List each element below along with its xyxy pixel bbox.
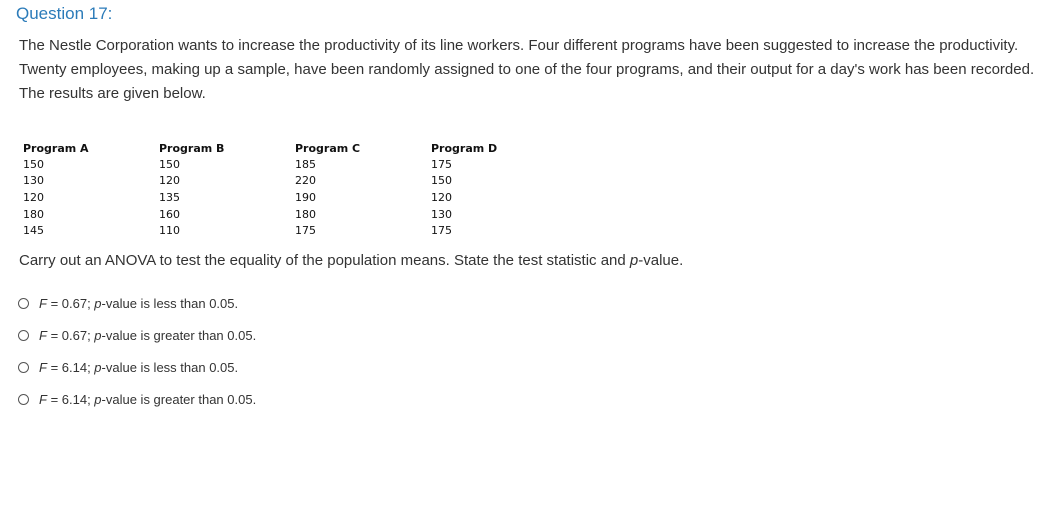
p-symbol: p bbox=[94, 327, 102, 343]
table-header-row bbox=[23, 140, 567, 156]
option-label[interactable] bbox=[39, 296, 238, 311]
table-cell: 110 bbox=[159, 224, 180, 238]
prompt-p-italic: p bbox=[629, 252, 639, 269]
f-value: = 6.14; bbox=[46, 391, 95, 407]
table-cell: 175 bbox=[431, 224, 452, 238]
stem-paragraph: The Nestle Corporation wants to increase the productivity of its line workers. Four different programs have been suggested to increase the productivity. Twenty employees, making up a sample, have been randomly assigned to one of the four programs, and their output for a day's work has been recorded. bbox=[19, 37, 1035, 78]
table-cell: 185 bbox=[295, 157, 316, 171]
table-cell: 175 bbox=[295, 224, 316, 238]
table-header: Program A bbox=[23, 141, 89, 155]
table-cell: 180 bbox=[295, 207, 316, 221]
table-cell: 130 bbox=[23, 174, 44, 188]
answer-option-4[interactable] bbox=[18, 383, 256, 415]
table-cell: 150 bbox=[23, 157, 44, 171]
table-cell: 220 bbox=[295, 174, 316, 188]
question-title: Question 17: bbox=[16, 4, 113, 23]
option-rest: -value is greater than 0.05. bbox=[101, 327, 257, 343]
table-row bbox=[23, 222, 567, 239]
table-header: Program D bbox=[431, 141, 498, 155]
f-symbol: F bbox=[39, 295, 47, 311]
table-header: Program B bbox=[159, 141, 225, 155]
program-output-table bbox=[23, 140, 567, 239]
f-symbol: F bbox=[39, 327, 47, 343]
prompt-text: Carry out an ANOVA to test the equality of the population means. State the test statistic and bbox=[19, 252, 630, 269]
option-rest: -value is less than 0.05. bbox=[101, 295, 239, 311]
answer-option-3[interactable] bbox=[18, 351, 256, 383]
table-cell: 120 bbox=[159, 174, 180, 188]
table-header: Program C bbox=[295, 141, 361, 155]
f-value: = 0.67; bbox=[46, 327, 95, 343]
table-row bbox=[23, 173, 567, 190]
radio-button-icon[interactable] bbox=[18, 394, 29, 405]
question-stem bbox=[19, 34, 1044, 106]
p-symbol: p bbox=[94, 391, 102, 407]
f-symbol: F bbox=[39, 359, 47, 375]
table-cell: 190 bbox=[295, 190, 316, 204]
option-rest: -value is greater than 0.05. bbox=[101, 391, 257, 407]
results-intro: The results are given below. bbox=[19, 85, 206, 102]
answer-option-2[interactable] bbox=[18, 319, 256, 351]
table-cell: 120 bbox=[23, 190, 44, 204]
table-row bbox=[23, 189, 567, 206]
table-row bbox=[23, 206, 567, 223]
question-prompt bbox=[19, 252, 683, 269]
table-cell: 135 bbox=[159, 190, 180, 204]
p-symbol: p bbox=[94, 295, 102, 311]
table-cell: 120 bbox=[431, 190, 452, 204]
table-cell: 150 bbox=[431, 174, 452, 188]
p-symbol: p bbox=[94, 359, 102, 375]
option-rest: -value is less than 0.05. bbox=[101, 359, 239, 375]
table-cell: 145 bbox=[23, 224, 44, 238]
f-value: = 0.67; bbox=[46, 295, 95, 311]
prompt-text-end: -value. bbox=[638, 252, 684, 269]
radio-button-icon[interactable] bbox=[18, 362, 29, 373]
table-cell: 175 bbox=[431, 157, 452, 171]
answer-option-1[interactable] bbox=[18, 287, 256, 319]
answer-options bbox=[18, 287, 256, 415]
table-cell: 130 bbox=[431, 207, 452, 221]
radio-button-icon[interactable] bbox=[18, 330, 29, 341]
radio-button-icon[interactable] bbox=[18, 298, 29, 309]
option-label[interactable] bbox=[39, 392, 256, 407]
f-symbol: F bbox=[39, 391, 47, 407]
option-label[interactable] bbox=[39, 360, 238, 375]
table-cell: 180 bbox=[23, 207, 44, 221]
table-row bbox=[23, 156, 567, 173]
table-cell: 160 bbox=[159, 207, 180, 221]
option-label[interactable] bbox=[39, 328, 256, 343]
table-cell: 150 bbox=[159, 157, 180, 171]
f-value: = 6.14; bbox=[46, 359, 95, 375]
